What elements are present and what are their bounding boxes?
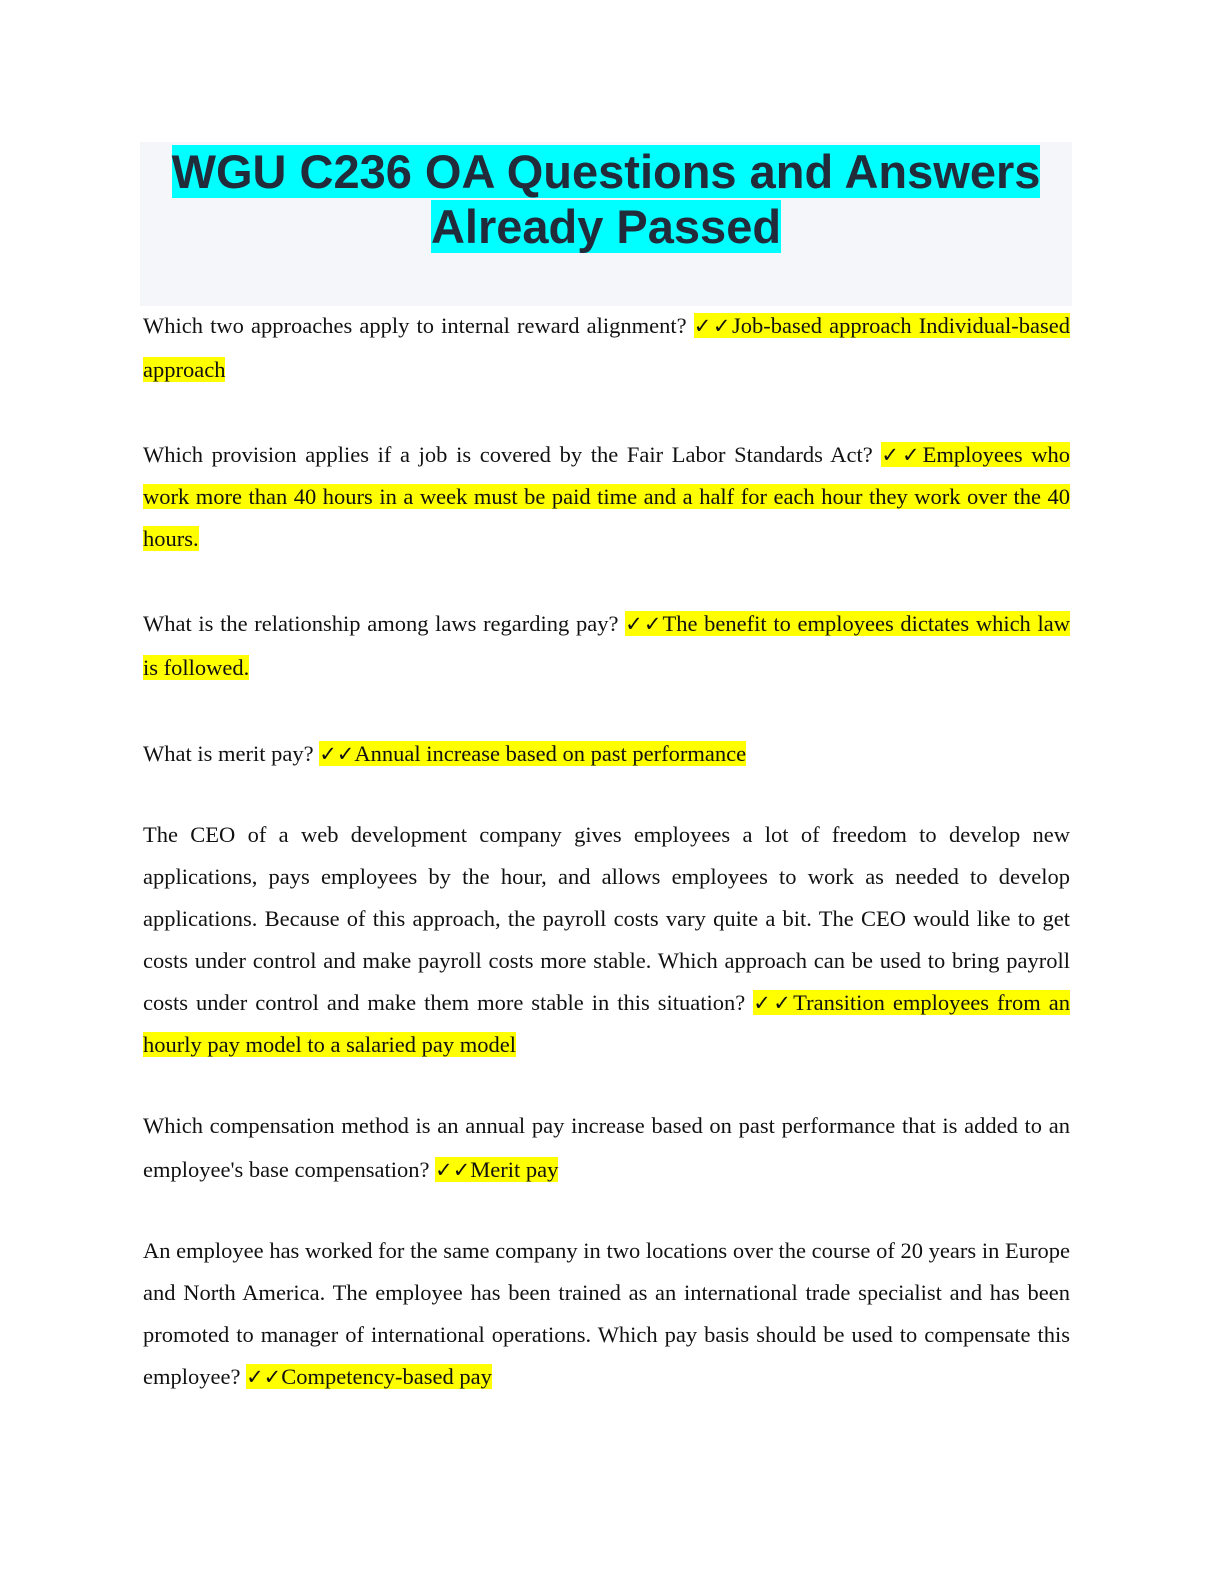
- question-text: Which two approaches apply to internal reward alignment?: [143, 313, 687, 338]
- qa-item-1: [143, 304, 1070, 392]
- double-check-icon: ✓✓: [625, 612, 663, 636]
- question-text: Which provision applies if a job is covered by the Fair Labor Standards Act?: [143, 442, 873, 467]
- qa-content: [143, 304, 1070, 1398]
- answer-highlight: [319, 741, 746, 766]
- answer-text: Transition employees from an hourly pay model to a salaried pay model: [143, 990, 1070, 1057]
- double-check-icon: ✓✓: [881, 443, 923, 467]
- title-block: [140, 142, 1072, 306]
- qa-item-6: [143, 1104, 1070, 1192]
- qa-item-2: [143, 434, 1070, 560]
- answer-highlight: [435, 1157, 558, 1182]
- answer-highlight: [246, 1364, 492, 1389]
- answer-text: Merit pay: [470, 1157, 559, 1182]
- question-text: What is the relationship among laws regarding pay?: [143, 611, 619, 636]
- qa-item-7: [143, 1230, 1070, 1398]
- answer-text: Employees who work more than 40 hours in a week must be paid time and a half for each hour they work over the 40 hours.: [143, 442, 1070, 551]
- double-check-icon: ✓✓: [753, 991, 794, 1015]
- qa-item-5: [143, 814, 1070, 1066]
- title-line-2: Already Passed: [430, 200, 782, 253]
- double-check-icon: ✓✓: [246, 1365, 282, 1389]
- question-text: The CEO of a web development company gives employees a lot of freedom to develop new applications, pays employees by the hour, and allows employees to work as needed to develop applications. Because of this approach, the payroll costs vary quite a bit. The CEO would like to get costs under control and make payroll costs more stable. Which approach can be used to bring payroll costs under control and make them more stable in this situation?: [143, 822, 1070, 1015]
- answer-text: Job-based approach Individual-based approach: [143, 313, 1070, 382]
- title-line-1: WGU C236 OA Questions and Answers: [171, 145, 1041, 198]
- double-check-icon: ✓✓: [435, 1158, 471, 1182]
- qa-item-4: [143, 732, 1070, 776]
- qa-item-3: [143, 602, 1070, 690]
- document-title: [140, 142, 1072, 254]
- question-text: Which compensation method is an annual pay increase based on past performance that is added to an employee's base compensation?: [143, 1113, 1070, 1182]
- question-text: An employee has worked for the same company in two locations over the course of 20 years in Europe and North America. The employee has been trained as an international trade specialist and has been promoted to manager of international operations. Which pay basis should be used to compensate this employee?: [143, 1238, 1070, 1389]
- question-text: What is merit pay?: [143, 741, 314, 766]
- answer-text: The benefit to employees dictates which law is followed.: [143, 611, 1070, 680]
- double-check-icon: ✓✓: [693, 314, 733, 338]
- answer-text: Competency-based pay: [281, 1364, 492, 1389]
- answer-text: Annual increase based on past performance: [354, 741, 747, 766]
- double-check-icon: ✓✓: [319, 742, 355, 766]
